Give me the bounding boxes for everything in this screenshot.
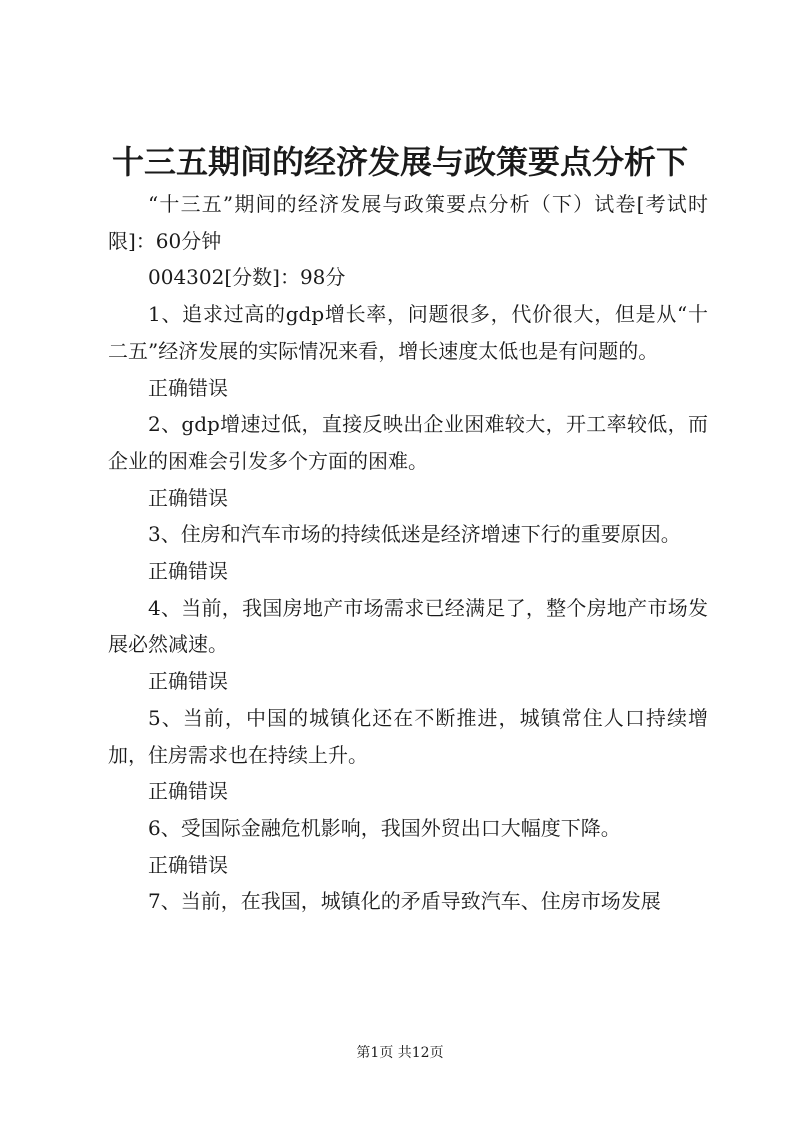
answer-options-3: 正确错误 xyxy=(148,559,228,584)
answer-options-2: 正确错误 xyxy=(148,485,228,510)
question-3: 3、住房和汽车市场的持续低迷是经济增速下行的重要原因。 xyxy=(148,522,681,547)
paragraph-score: 004302[分数]：98分 xyxy=(148,265,346,290)
page-footer: 第1页 共12页 xyxy=(356,1045,444,1061)
question-4: 4、当前，我国房地产市场需求已经满足了，整个房地产市场发展必然减速。 xyxy=(108,595,708,657)
answer-options-6: 正确错误 xyxy=(148,852,228,877)
question-7: 7、当前，在我国，城镇化的矛盾导致汽车、住房市场发展 xyxy=(148,889,661,914)
answer-options-4: 正确错误 xyxy=(148,669,228,694)
answer-options-5: 正确错误 xyxy=(148,779,228,804)
question-1: 1、追求过高的gdp增长率，问题很多，代价很大，但是从“十二五”经济发展的实际情况来看，增长速度太低也是有问题的。 xyxy=(108,302,708,363)
question-2: 2、gdp增速过低，直接反映出企业困难较大，开工率较低，而企业的困难会引发多个方面的困难。 xyxy=(108,412,708,473)
document-title: 十三五期间的经济发展与政策要点分析下 xyxy=(111,143,688,181)
question-5: 5、当前，中国的城镇化还在不断推进，城镇常住人口持续增加，住房需求也在持续上升。 xyxy=(108,705,708,767)
document-body xyxy=(108,186,708,920)
answer-options-1: 正确错误 xyxy=(148,375,228,400)
question-6: 6、受国际金融危机影响，我国外贸出口大幅度下降。 xyxy=(148,815,621,840)
paragraph-exam-header: “十三五”期间的经济发展与政策要点分析（下）试卷[考试时限]：60分钟 xyxy=(108,192,708,253)
